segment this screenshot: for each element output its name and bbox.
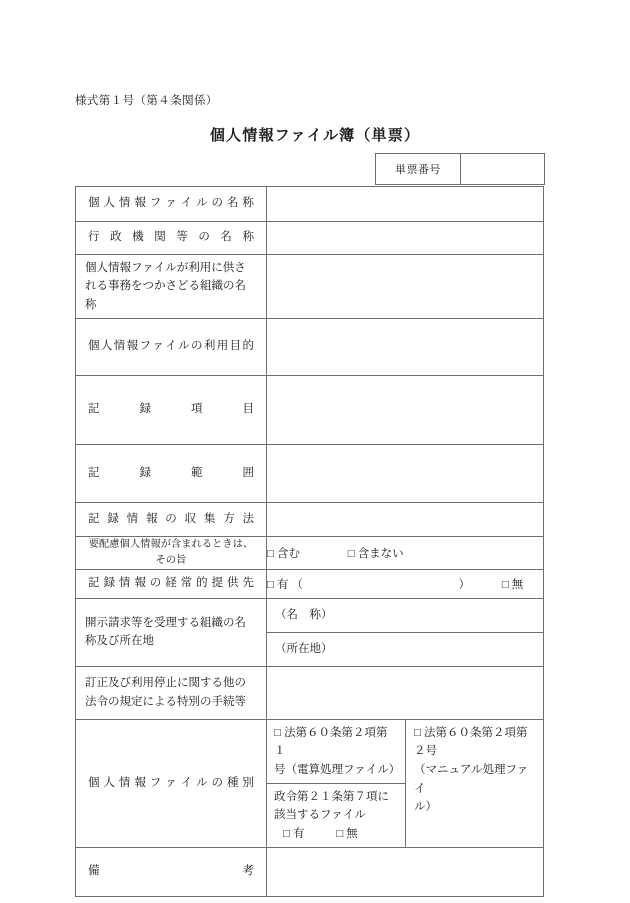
label-text: 個 人 情 報 フ ァ イ ル の 種 別: [88, 776, 254, 789]
cabinet-no-label: 無: [346, 827, 358, 840]
label-text: 個 人 情 報 フ ァ イ ル の 利 用 目 的: [88, 340, 254, 353]
label-text: 行 政 機 関 等 の 名 称: [88, 231, 254, 244]
row-value-record-items[interactable]: [267, 376, 544, 445]
row-label-record-items: [76, 376, 267, 445]
table-row: [76, 503, 544, 537]
checkbox-icon[interactable]: □: [501, 578, 509, 591]
checkbox-include[interactable]: [267, 548, 303, 560]
table-row: [76, 319, 544, 376]
table-row: [76, 569, 544, 598]
row-label-sensitive-info: [76, 537, 267, 570]
form-number-input[interactable]: [461, 154, 544, 184]
file-type-grid: [267, 720, 543, 847]
personal-info-file-table: [75, 186, 544, 897]
table-row: [76, 848, 544, 897]
row-value-collection-method[interactable]: [267, 503, 544, 537]
label-text: 記 録 範 囲: [88, 466, 254, 479]
option2-line1: 法第６０条第２項第: [423, 726, 528, 739]
subtable-row-address: [267, 632, 543, 666]
table-row: [76, 187, 544, 222]
label-text: 備 考: [88, 865, 254, 878]
label-text: 記 録 情 報 の 経 常 的 提 供 先: [88, 576, 254, 589]
label-text: 要配慮個人情報が含まれるときは、その旨: [88, 539, 254, 566]
label-text: 記 録 項 目: [88, 403, 254, 416]
office-address-label: （所在地）: [275, 642, 333, 655]
row-label-file-name: [76, 187, 267, 222]
row-value-record-scope[interactable]: [267, 445, 544, 503]
checkbox-cabinet-no[interactable]: [336, 828, 357, 840]
form-number-box: [375, 153, 545, 185]
office-name-cell[interactable]: [267, 599, 543, 633]
checkbox-cabinet-yes[interactable]: [283, 828, 307, 840]
option2-line3: （マニュアル処理ファイ: [414, 764, 529, 795]
table-row: [76, 719, 544, 847]
open-paren: （: [291, 578, 303, 591]
table-row: [76, 376, 544, 445]
table-row: [76, 445, 544, 503]
form-number-label: 単票番号: [376, 154, 461, 184]
file-type-left-column: [267, 720, 406, 847]
table-row: [76, 255, 544, 319]
checkbox-icon[interactable]: □: [336, 827, 344, 840]
label-text: 個 人 情 報 フ ァ イ ル の 名 称: [88, 197, 254, 210]
label-text: 訂正及び利用停止に関する他の法令の規定による特別の手続等: [85, 677, 246, 708]
row-value-organization-name[interactable]: [267, 255, 544, 319]
file-type-option-2[interactable]: [406, 720, 543, 847]
row-value-disclosure-office: [267, 598, 544, 666]
close-paren: ）: [458, 578, 471, 591]
row-value-remarks[interactable]: [267, 848, 544, 897]
row-label-record-scope: [76, 445, 267, 503]
checkbox-icon[interactable]: □: [274, 726, 281, 739]
row-label-file-type: [76, 719, 267, 847]
row-value-routine-provision: [267, 569, 544, 598]
file-type-option-1[interactable]: [267, 720, 405, 784]
label-text: 開示請求等を受理する組織の名称及び所在地: [85, 616, 246, 648]
checkbox-exclude-label: 含まない: [357, 547, 404, 560]
row-value-file-name[interactable]: [267, 187, 544, 222]
row-value-sensitive-info: [267, 537, 544, 570]
label-text: 記 録 情 報 の 収 集 方 法: [88, 512, 254, 525]
checkbox-icon[interactable]: □: [414, 726, 421, 739]
table-row: [76, 598, 544, 666]
office-address-cell[interactable]: [267, 632, 543, 666]
cabinet-order-line1: 政令第２１条第７項に: [274, 790, 389, 803]
checkbox-exclude[interactable]: [348, 548, 404, 560]
option1-line1: 法第６０条第２項第１: [274, 726, 388, 758]
row-value-purpose[interactable]: [267, 319, 544, 376]
page-title: 個人情報ファイル簿（単票）: [209, 128, 421, 144]
checkbox-has-provision[interactable]: [267, 579, 291, 591]
checkbox-yes-label: 有: [276, 578, 289, 591]
row-label-collection-method: [76, 503, 267, 537]
office-name-label: （名 称）: [275, 608, 333, 621]
checkbox-icon[interactable]: □: [267, 578, 274, 591]
row-value-special-procedure[interactable]: [267, 666, 544, 719]
cabinet-yes-label: 有: [292, 827, 305, 840]
label-text: 個人情報ファイルが利用に供される事務をつかさどる組織の名称: [85, 262, 246, 311]
checkbox-icon[interactable]: □: [347, 547, 355, 560]
checkbox-no-label: 無: [511, 578, 524, 591]
row-value-file-type: [267, 719, 544, 847]
row-label-special-procedure: [76, 666, 267, 719]
cabinet-order-line2: 該当するファイル: [274, 809, 366, 822]
row-label-routine-provision: [76, 569, 267, 598]
table-row: [76, 537, 544, 570]
table-row: [76, 666, 544, 719]
checkbox-icon[interactable]: □: [283, 827, 290, 840]
checkbox-icon[interactable]: □: [267, 547, 274, 560]
option2-line2: ２号: [414, 745, 437, 758]
option1-line2: 号（電算処理ファイル）: [274, 763, 401, 776]
form-number-caption: 様式第１号（第４条関係）: [75, 95, 218, 107]
row-label-disclosure-office: [76, 598, 267, 666]
subtable-row-name: [267, 599, 543, 633]
cabinet-order-clause: [267, 784, 405, 847]
table-row: [76, 222, 544, 255]
option2-line4: ル）: [414, 801, 437, 814]
row-label-agency-name: [76, 222, 267, 255]
disclosure-office-subtable: [267, 599, 543, 666]
row-label-purpose: [76, 319, 267, 376]
checkbox-include-label: 含む: [276, 547, 300, 560]
checkbox-no-provision[interactable]: [502, 579, 523, 591]
row-value-agency-name[interactable]: [267, 222, 544, 255]
row-label-organization-name: [76, 255, 267, 319]
row-label-remarks: [76, 848, 267, 897]
